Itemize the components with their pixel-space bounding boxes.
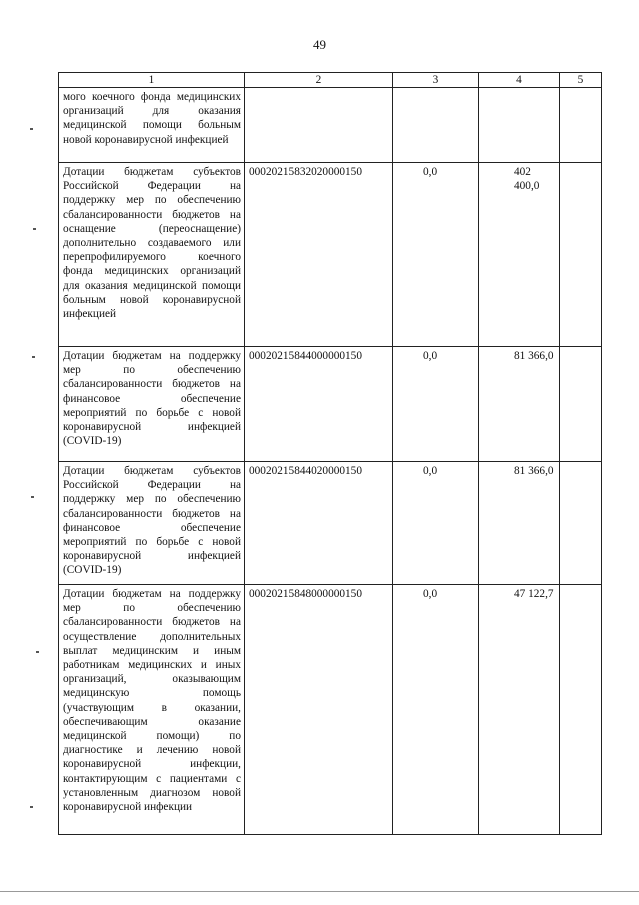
table-row [59, 347, 602, 462]
row-description: Дотации бюджетам на поддержку мер по обеспечению сбалансированности бюджетов на финансовое обеспечение мероприятий по борьбе с новой коронавирусной инфекцией (COVID-19) [59, 347, 245, 462]
scan-mark [33, 228, 36, 230]
row-value-4: 81 366,0 [479, 347, 560, 462]
scan-mark [30, 806, 33, 808]
scan-mark [36, 651, 39, 653]
scan-edge-line [0, 891, 639, 892]
budget-table [58, 72, 602, 835]
row-code: 00020215848000000150 [245, 585, 393, 835]
header-cell-5: 5 [560, 73, 602, 88]
row-description: Дотации бюджетам субъектов Российской Федерации на поддержку мер по обеспечению сбалансированности бюджетов на финансовое обеспечение мероприятий по борьбе с новой коронавирусной инфекцией (COVID-19) [59, 462, 245, 585]
table-row [59, 462, 602, 585]
row-description: Дотации бюджетам субъектов Российской Федерации на поддержку мер по обеспечению сбалансированности бюджетов на оснащение (переоснащение) дополнительно создаваемого или перепрофилируемого коечного фонда медицинских организаций для оказания медицинской помощи больным новой коронавирусной инфекцией [59, 163, 245, 347]
table-header-row [59, 73, 602, 88]
table-row [59, 163, 602, 347]
row-value-5 [560, 163, 602, 347]
header-cell-2: 2 [245, 73, 393, 88]
row-code: 00020215844000000150 [245, 347, 393, 462]
row-value-5 [560, 585, 602, 835]
row-code: 00020215844020000150 [245, 462, 393, 585]
scan-mark [32, 356, 35, 358]
row-code: 00020215832020000150 [245, 163, 393, 347]
row-value-4 [479, 88, 560, 163]
row-value-3: 0,0 [393, 163, 479, 347]
header-cell-3: 3 [393, 73, 479, 88]
scan-mark [30, 128, 33, 130]
page-number: 49 [313, 37, 326, 52]
row-value-3: 0,0 [393, 347, 479, 462]
scan-mark [31, 496, 34, 498]
row-code [245, 88, 393, 163]
table-row [59, 585, 602, 835]
header-cell-1: 1 [59, 73, 245, 88]
row-value-4: 47 122,7 [479, 585, 560, 835]
row-value-3: 0,0 [393, 585, 479, 835]
row-description: Дотации бюджетам на поддержку мер по обеспечению сбалансированности бюджетов на осуществление дополнительных выплат медицинским и иным работникам медицинских и иных организаций, оказывающим медицинскую помощь (участвующим в оказании, обеспечивающим оказание медицинской помощи) по диагностике и лечению новой коронавирусной инфекции, контактирующим с пациентами с установленным диагнозом новой коронавирусной инфекции [59, 585, 245, 835]
table-row [59, 88, 602, 163]
row-description: мого коечного фонда медицинских организаций для оказания медицинской помощи больным новой коронавирусной инфекцией [59, 88, 245, 163]
row-value-4: 81 366,0 [479, 462, 560, 585]
row-value-5 [560, 88, 602, 163]
row-value-4: 402 400,0 [479, 163, 560, 347]
row-value-3: 0,0 [393, 462, 479, 585]
header-cell-4: 4 [479, 73, 560, 88]
row-value-5 [560, 462, 602, 585]
row-value-3 [393, 88, 479, 163]
row-value-5 [560, 347, 602, 462]
